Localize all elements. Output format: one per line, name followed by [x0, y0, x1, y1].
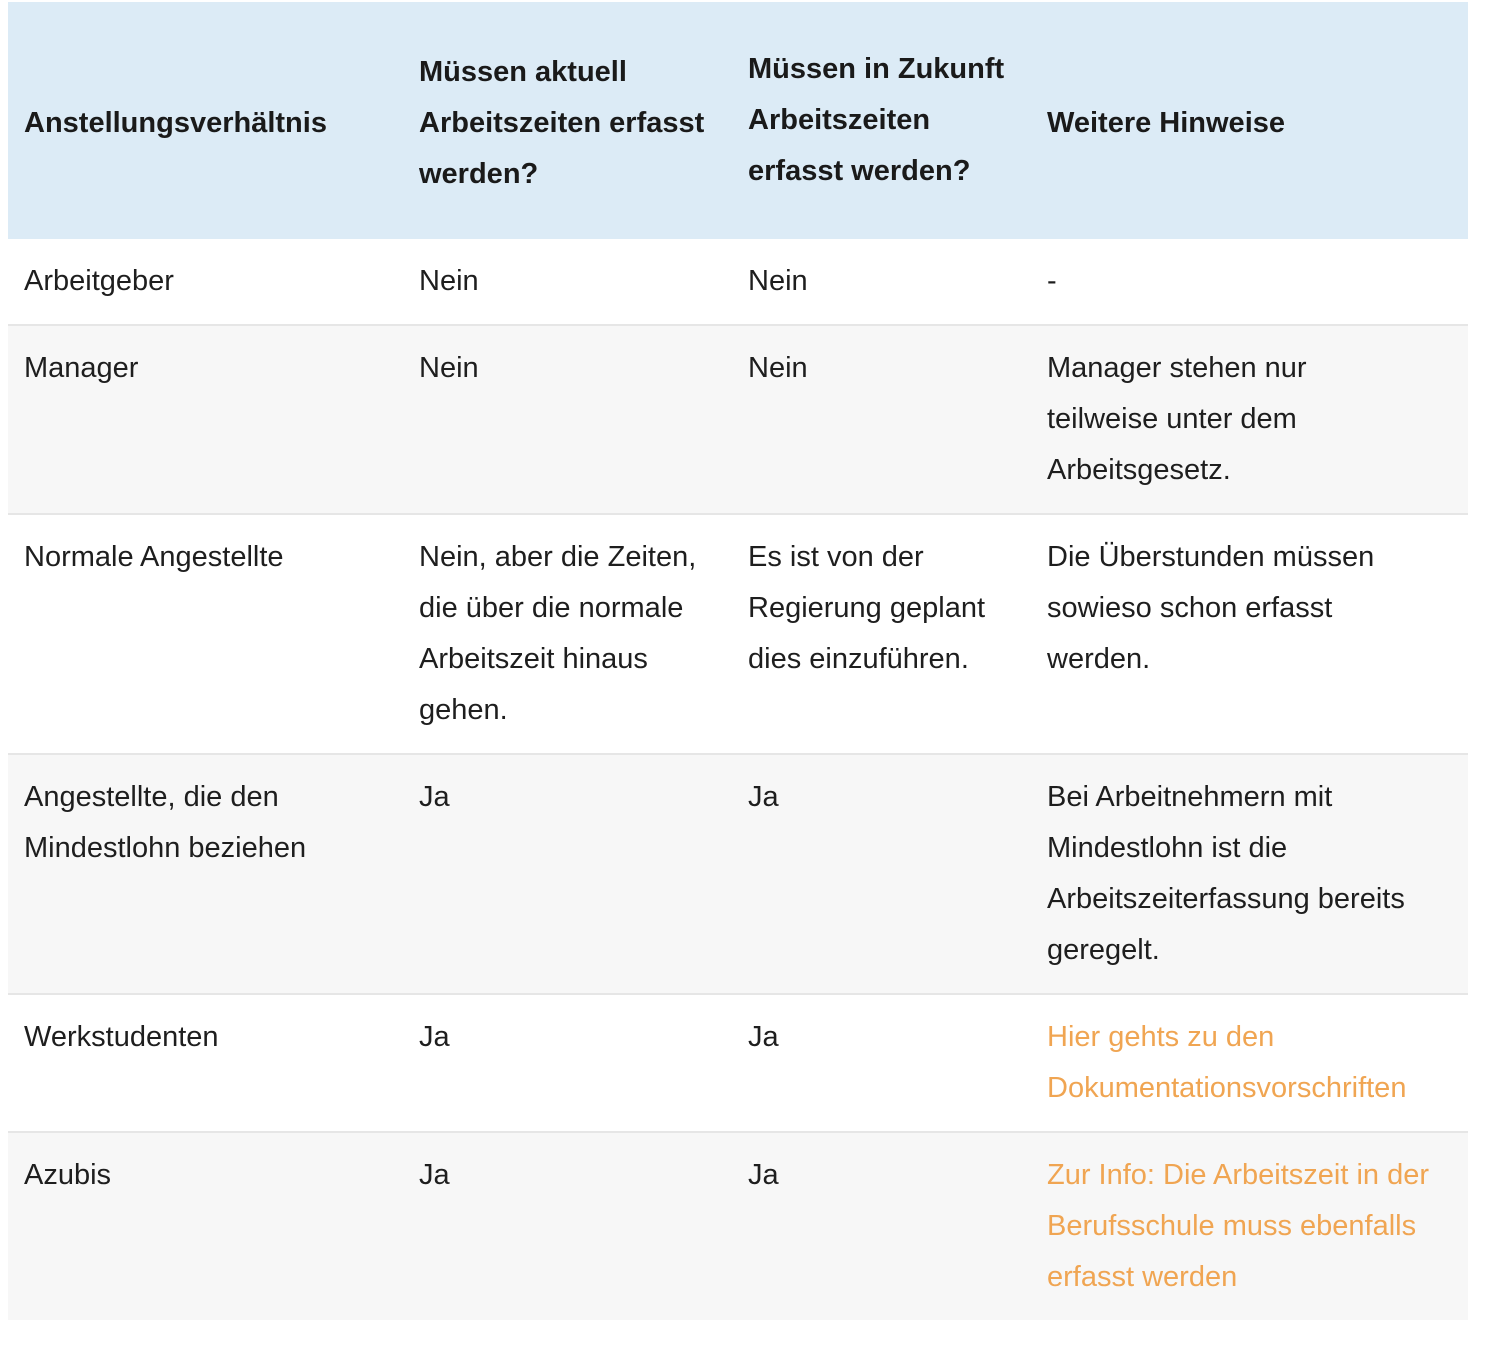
- cell-current: Ja: [403, 994, 732, 1132]
- header-employment-type: Anstellungsverhältnis: [24, 107, 327, 139]
- cell-future: Ja: [732, 994, 1031, 1132]
- comparison-table-container: [8, 2, 1468, 1320]
- cell-future: Es ist von der Regierung geplant dies einzuführen.: [732, 514, 1031, 754]
- cell-notes: [1031, 1132, 1468, 1320]
- table-row: [8, 514, 1468, 754]
- table-row: [8, 1132, 1468, 1320]
- cell-notes: -: [1031, 239, 1468, 325]
- cell-current: Ja: [403, 754, 732, 994]
- cell-notes: Manager stehen nur teilweise unter dem Arbeitsgesetz.: [1031, 325, 1468, 514]
- header-currently-required: Müssen aktuell Arbeitszeiten erfasst werden?: [419, 56, 705, 190]
- cell-current: Nein: [403, 239, 732, 325]
- table-body: [8, 239, 1468, 1320]
- cell-employment-type: Normale Angestellte: [8, 514, 403, 754]
- table-row: [8, 754, 1468, 994]
- employment-time-tracking-table: [8, 2, 1468, 1320]
- header-future-required: Müssen in Zukunft Arbeitszeiten erfasst werden?: [748, 53, 1005, 187]
- table-row: [8, 239, 1468, 325]
- cell-future: Ja: [732, 754, 1031, 994]
- cell-employment-type: Arbeitgeber: [8, 239, 403, 325]
- header-notes: Weitere Hinweise: [1047, 107, 1286, 139]
- cell-current: Nein, aber die Zeiten, die über die normale Arbeitszeit hinaus gehen.: [403, 514, 732, 754]
- cell-employment-type: Angestellte, die den Mindestlohn beziehen: [8, 754, 403, 994]
- cell-notes: Die Überstunden müssen sowieso schon erfasst werden.: [1031, 514, 1468, 754]
- cell-future: Ja: [748, 1159, 779, 1191]
- cell-employment-type: Manager: [8, 325, 403, 514]
- cell-notes: Bei Arbeitnehmern mit Mindestlohn ist die Arbeitszeiterfassung bereits geregelt.: [1031, 754, 1468, 994]
- cell-notes: [1031, 994, 1468, 1132]
- cell-current: Nein: [403, 325, 732, 514]
- cell-current: Ja: [419, 1159, 450, 1191]
- cell-employment-type: Azubis: [24, 1159, 112, 1191]
- table-header: [8, 2, 1468, 239]
- cell-future: Nein: [732, 325, 1031, 514]
- table-row: [8, 994, 1468, 1132]
- cell-future: Nein: [732, 239, 1031, 325]
- documentation-rules-link[interactable]: Hier gehts zu den Dokumentationsvorschriften: [1047, 1021, 1407, 1104]
- cell-employment-type: Werkstudenten: [8, 994, 403, 1132]
- header-row: [8, 2, 1468, 239]
- vocational-school-info-link[interactable]: Zur Info: Die Arbeitszeit in der Berufsschule muss ebenfalls erfasst werden: [1047, 1159, 1429, 1293]
- table-row: [8, 325, 1468, 514]
